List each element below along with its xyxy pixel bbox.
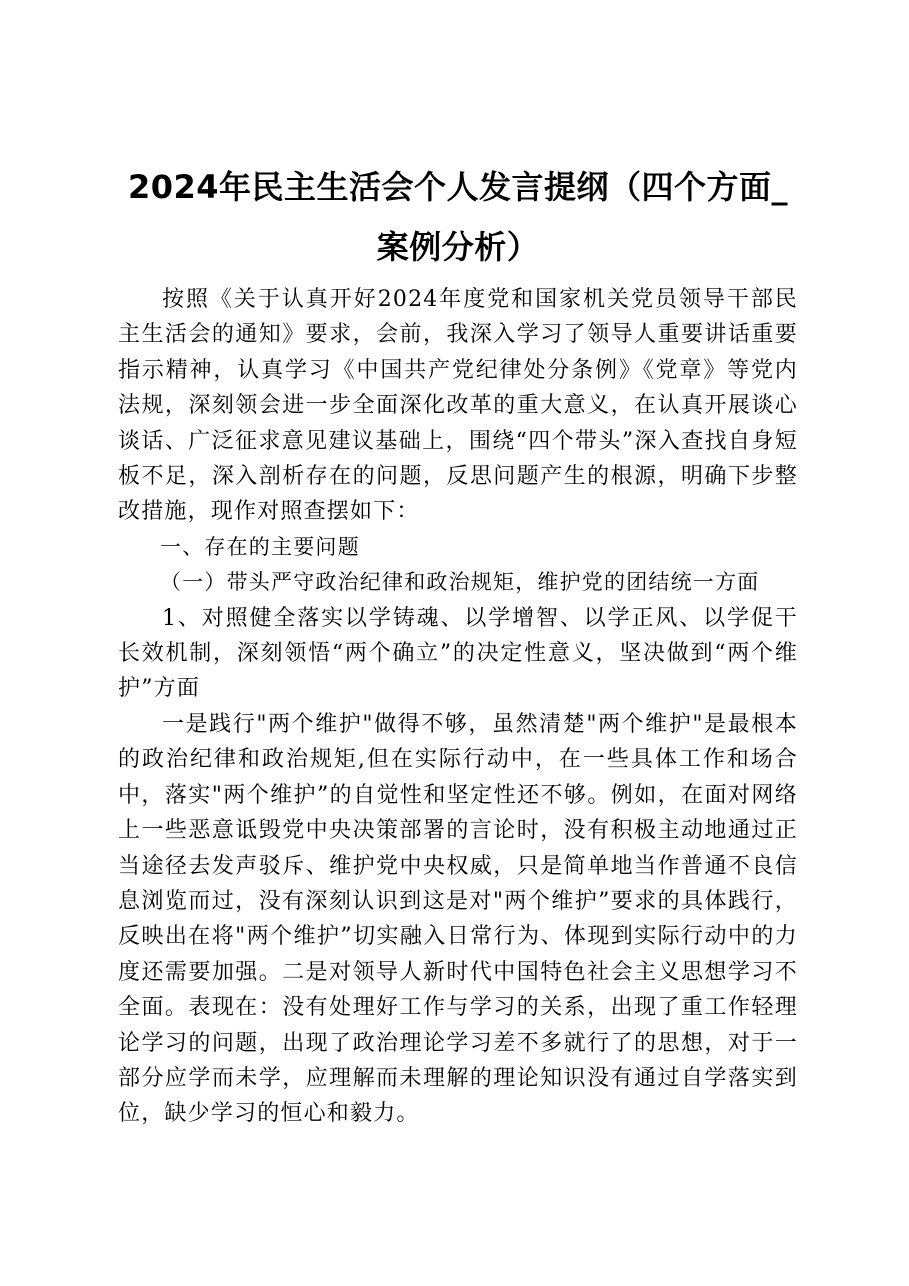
body-paragraph: 一是践行"两个维护"做得不够，虽然清楚"两个维护"是最根本的政治纪律和政治规矩,但在实际行动中，在一些具体工作和场合中，落实"两个维护”的自觉性和坚定性还不够。例如，在面对网络上一些恶意诋毁党中央决策部署的言论时，没有积极主动地通过正当途径去发声驳斥、维护党中央权威，只是简单地当作普通不良信息浏览而过，没有深刻认识到这是对"两个维护”要求的具体践行，反映出在将"两个维护”切实融入日常行为、体现到实际行动中的力度还需要加强。二是对领导人新时代中国特色社会主义思想学习不全面。表现在：没有处理好工作与学习的关系，出现了重工作轻理论学习的问题，出现了政治理论学习差不多就行了的思想，对于一部分应学而未学，应理解而未理解的理论知识没有通过自学落实到位，缺少学习的恒心和毅力。 (118, 711, 798, 1127)
item-1-paragraph: 1、对照健全落实以学铸魂、以学增智、以学正风、以学促干长效机制，深刻领悟“两个确立”的决定性意义，坚决做到“两个维护”方面 (118, 605, 798, 702)
section-heading: 一、存在的主要问题 (160, 534, 360, 559)
intro-paragraph: 按照《关于认真开好2024年度党和国家机关党员领导干部民主生活会的通知》要求，会前，我深入学习了领导人重要讲话重要指示精神，认真学习《中国共产党纪律处分条例》《党章》等党内法规，深刻领会进一步全面深化改革的重大意义，在认真开展谈心谈话、广泛征求意见建议基础上，围绕“四个带头”深入查找自身短板不足，深入剖析存在的问题，反思问题产生的根源，明确下步整改措施，现作对照查摆如下： (118, 287, 798, 525)
document-title-line-1: 2024年民主生活会个人发言提纲（四个方面_ (127, 168, 789, 206)
document-body (118, 282, 798, 1132)
subsection-heading: （一）带头严守政治纪律和政治规矩，维护党的团结统一方面 (160, 570, 760, 595)
document-title-line-2: 案例分析） (376, 228, 540, 266)
